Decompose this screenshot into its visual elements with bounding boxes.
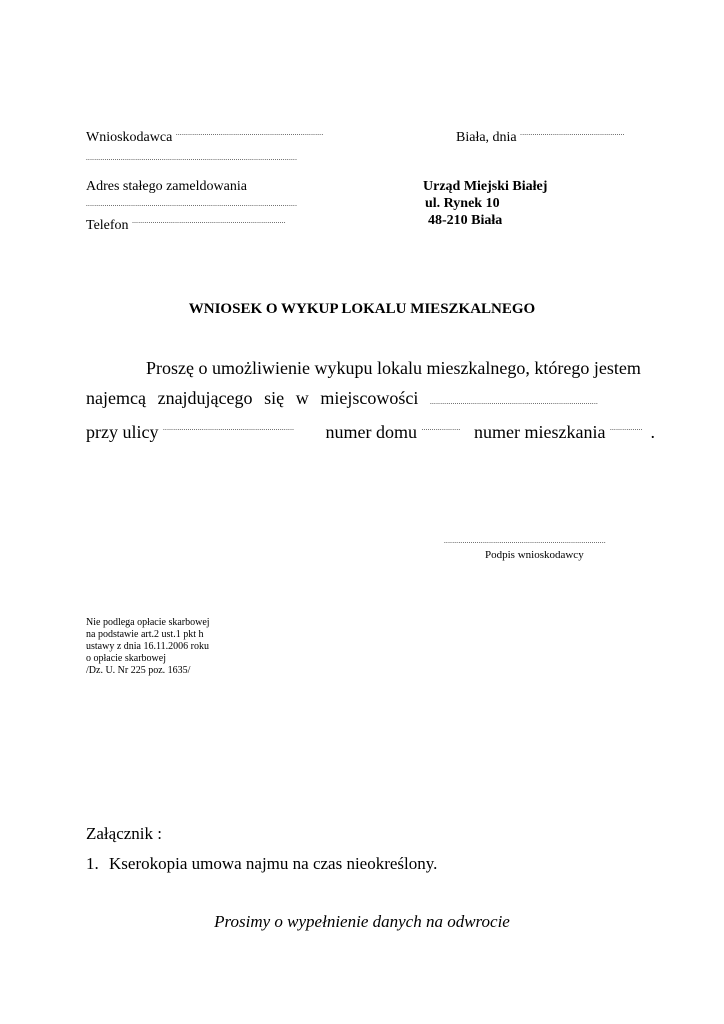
attachments-heading: Załącznik : <box>86 824 162 843</box>
fee-note-line: ustawy z dnia 16.11.2006 roku <box>86 641 209 652</box>
fee-note-line: /Dz. U. Nr 225 poz. 1635/ <box>86 665 191 676</box>
street-fill-line: ................................................................ <box>162 424 295 432</box>
place-date-label: Biała, dnia <box>456 130 517 145</box>
request-word: w <box>295 388 309 408</box>
request-line-2 <box>86 388 638 412</box>
attachment-text: Kserokopia umowa najmu na czas nieokreślony. <box>109 854 438 873</box>
recipient-office: Urząd Miejski Białej <box>423 179 548 194</box>
signature-label: Podpis wnioskodawcy <box>485 549 584 561</box>
address-fill-line: ....................................................................................................... <box>86 200 298 208</box>
locality-fill-line: .................................................................................. <box>429 398 599 406</box>
date-fill-line: ................................................... <box>520 129 625 137</box>
fee-note <box>86 617 210 677</box>
request-line-3 <box>86 418 655 442</box>
attachment-number: 1. <box>86 854 99 873</box>
flat-number-fill-line: ................ <box>609 424 643 432</box>
signature-fill-line: ............................................................................... <box>444 537 606 545</box>
house-number-fill-line: ................... <box>421 424 461 432</box>
fee-note-line: Nie podlega opłacie skarbowej <box>86 617 210 628</box>
street-label: przy ulicy <box>86 422 159 442</box>
footer-note: Prosimy o wypełnienie danych na odwrocie <box>214 912 510 931</box>
request-word: się <box>264 388 285 408</box>
recipient-postcode-city: 48-210 Biała <box>428 213 503 228</box>
flat-number-label: numer mieszkania <box>473 422 606 442</box>
applicant-label: Wnioskodawca <box>86 130 173 145</box>
recipient-street: ul. Rynek 10 <box>425 196 500 211</box>
house-number-label: numer domu <box>325 422 417 442</box>
fee-note-line: o opłacie skarbowej <box>86 653 166 664</box>
request-line-1: Proszę o umożliwienie wykupu lokalu mieszkalnego, którego jestem <box>146 358 641 378</box>
request-word: miejscowości <box>320 388 419 408</box>
applicant-line2 <box>86 150 352 171</box>
attachment-item <box>86 854 437 874</box>
phone-label: Telefon <box>86 218 129 233</box>
place-date-row <box>456 125 634 146</box>
line-end-period: . <box>650 422 655 442</box>
phone-fill-line: ........................................................................... <box>132 217 286 225</box>
applicant-row <box>86 125 346 146</box>
document-title: WNIOSEK O WYKUP LOKALU MIESZKALNEGO <box>188 301 536 317</box>
request-word: najemcą <box>86 388 146 408</box>
fee-note-line: na podstawie art.2 ust.1 pkt h <box>86 629 204 640</box>
phone-row <box>86 213 349 234</box>
applicant-fill-line: ........................................................................ <box>175 129 324 137</box>
applicant-fill-line-2: ....................................................................................................... <box>86 154 298 162</box>
request-word: znajdującego <box>157 388 253 408</box>
address-label: Adres stałego zameldowania <box>86 179 247 194</box>
